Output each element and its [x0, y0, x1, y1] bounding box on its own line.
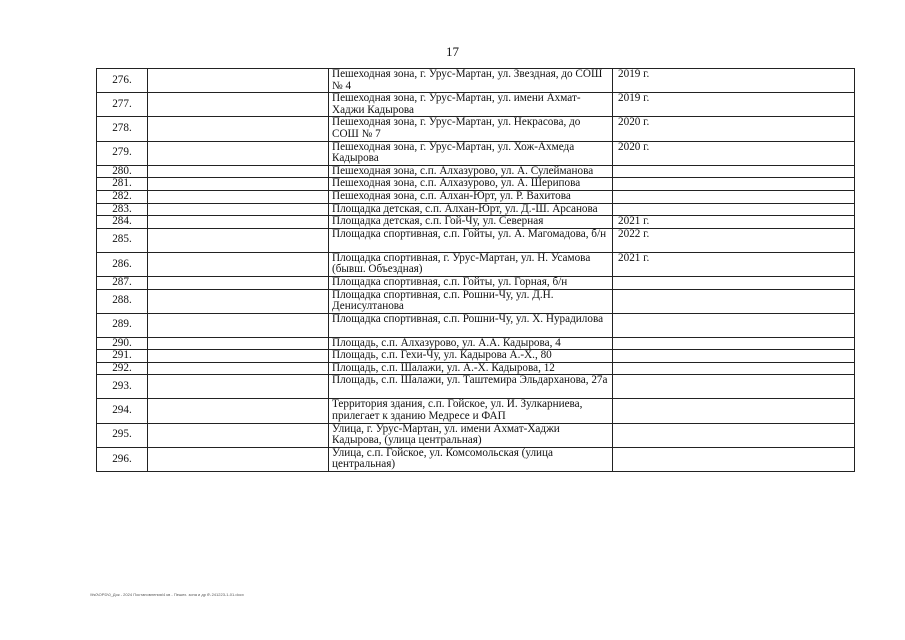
table-row: [97, 313, 855, 337]
empty-cell: [148, 375, 329, 399]
table-row: [97, 141, 855, 165]
empty-cell: [148, 228, 329, 252]
table-row: [97, 178, 855, 191]
year-cell: 2019 г.: [613, 93, 855, 117]
object-description: Территория здания, с.п. Гойское, ул. И. Зулкарниева, прилегает к зданию Медресе и ФАП: [329, 399, 613, 423]
objects-table: [96, 68, 855, 472]
row-number: 279.: [97, 141, 148, 165]
empty-cell: [148, 93, 329, 117]
object-description: Пешеходная зона, г. Урус-Мартан, ул. Некрасова, до СОШ № 7: [329, 117, 613, 141]
year-cell: [613, 190, 855, 203]
empty-cell: [148, 190, 329, 203]
empty-cell: [148, 216, 329, 229]
year-cell: [613, 362, 855, 375]
table-row: [97, 337, 855, 350]
empty-cell: [148, 203, 329, 216]
table-row: [97, 93, 855, 117]
row-number: 281.: [97, 178, 148, 191]
year-cell: [613, 337, 855, 350]
empty-cell: [148, 141, 329, 165]
year-cell: [613, 350, 855, 363]
row-number: 291.: [97, 350, 148, 363]
year-cell: [613, 313, 855, 337]
row-number: 283.: [97, 203, 148, 216]
row-number: 282.: [97, 190, 148, 203]
year-cell: [613, 276, 855, 289]
row-number: 292.: [97, 362, 148, 375]
object-description: Улица, г. Урус-Мартан, ул. имени Ахмат-Хаджи Кадырова, (улица центральная): [329, 423, 613, 447]
table-row: [97, 228, 855, 252]
row-number: 287.: [97, 276, 148, 289]
object-description: Площадь, с.п. Шалажи, ул. А.-Х. Кадырова, 12: [329, 362, 613, 375]
year-cell: [613, 423, 855, 447]
table-row: [97, 216, 855, 229]
row-number: 278.: [97, 117, 148, 141]
empty-cell: [148, 399, 329, 423]
empty-cell: [148, 313, 329, 337]
table-row: [97, 252, 855, 276]
row-number: 296.: [97, 447, 148, 471]
year-cell: [613, 203, 855, 216]
year-cell: [613, 165, 855, 178]
row-number: 294.: [97, 399, 148, 423]
row-number: 293.: [97, 375, 148, 399]
object-description: Пешеходная зона, г. Урус-Мартан, ул. Звездная, до СОШ № 4: [329, 69, 613, 93]
empty-cell: [148, 165, 329, 178]
table-row: [97, 423, 855, 447]
object-description: Площадь, с.п. Гехи-Чу, ул. Кадырова А.-Х., 80: [329, 350, 613, 363]
object-description: Улица, с.п. Гойское, ул. Комсомольская (улица центральная): [329, 447, 613, 471]
object-description: Площадка спортивная, с.п. Рошни-Чу, ул. Х. Нурадилова: [329, 313, 613, 337]
year-cell: [613, 178, 855, 191]
page-number: 17: [446, 44, 459, 59]
table-row: [97, 117, 855, 141]
row-number: 285.: [97, 228, 148, 252]
empty-cell: [148, 276, 329, 289]
row-number: 276.: [97, 69, 148, 93]
empty-cell: [148, 69, 329, 93]
table-row: [97, 289, 855, 313]
empty-cell: [148, 178, 329, 191]
year-cell: [613, 447, 855, 471]
year-cell: 2021 г.: [613, 252, 855, 276]
table-row: [97, 447, 855, 471]
object-description: Пешеходная зона, с.п. Алхан-Юрт, ул. Р. Вахитова: [329, 190, 613, 203]
row-number: 280.: [97, 165, 148, 178]
empty-cell: [148, 447, 329, 471]
empty-cell: [148, 289, 329, 313]
object-description: Пешеходная зона, г. Урус-Мартан, ул. имени Ахмат-Хаджи Кадырова: [329, 93, 613, 117]
year-cell: [613, 399, 855, 423]
table-row: [97, 399, 855, 423]
row-number: 284.: [97, 216, 148, 229]
year-cell: 2021 г.: [613, 216, 855, 229]
object-description: Пешеходная зона, г. Урус-Мартан, ул. Хож-Ахмеда Кадырова: [329, 141, 613, 165]
empty-cell: [148, 350, 329, 363]
object-description: Площадка детская, с.п. Гой-Чу, ул. Северная: [329, 216, 613, 229]
object-description: Площадка спортивная, с.п. Гойты, ул. Горная, б/н: [329, 276, 613, 289]
table-row: [97, 165, 855, 178]
year-cell: 2019 г.: [613, 69, 855, 93]
table-row: [97, 350, 855, 363]
row-number: 295.: [97, 423, 148, 447]
table-row: [97, 362, 855, 375]
table-row: [97, 375, 855, 399]
table-row: [97, 190, 855, 203]
row-number: 289.: [97, 313, 148, 337]
empty-cell: [148, 117, 329, 141]
object-description: Площадка спортивная, г. Урус-Мартан, ул. Н. Усамова (бывш. Объездная): [329, 252, 613, 276]
empty-cell: [148, 252, 329, 276]
year-cell: [613, 375, 855, 399]
year-cell: [613, 289, 855, 313]
table-body: [97, 69, 855, 472]
empty-cell: [148, 337, 329, 350]
object-description: Площадка детская, с.п. Алхан-Юрт, ул. Д.-Ш. Арсанова: [329, 203, 613, 216]
object-description: Пешеходная зона, с.п. Алхазурово, ул. А. Сулейманова: [329, 165, 613, 178]
row-number: 290.: [97, 337, 148, 350]
row-number: 277.: [97, 93, 148, 117]
year-cell: 2020 г.: [613, 141, 855, 165]
row-number: 288.: [97, 289, 148, 313]
empty-cell: [148, 362, 329, 375]
object-description: Площадь, с.п. Алхазурово, ул. А.А. Кадырова, 4: [329, 337, 613, 350]
object-description: Площадка спортивная, с.п. Гойты, ул. А. Магомадова, б/н: [329, 228, 613, 252]
object-description: Площадка спортивная, с.п. Рошни-Чу, ул. Д.Н. Денисултанова: [329, 289, 613, 313]
year-cell: 2022 г.: [613, 228, 855, 252]
table-row: [97, 203, 855, 216]
file-path-footer: \\fs0\OPD\0_Док - 2024 Постановления\4 кв - Пешех. зона и др б\ 241223-1-01.docx: [90, 592, 244, 597]
object-description: Площадь, с.п. Шалажи, ул. Таштемира Эльдарханова, 27а: [329, 375, 613, 399]
table-row: [97, 276, 855, 289]
table-row: [97, 69, 855, 93]
row-number: 286.: [97, 252, 148, 276]
empty-cell: [148, 423, 329, 447]
object-description: Пешеходная зона, с.п. Алхазурово, ул. А. Шерипова: [329, 178, 613, 191]
year-cell: 2020 г.: [613, 117, 855, 141]
